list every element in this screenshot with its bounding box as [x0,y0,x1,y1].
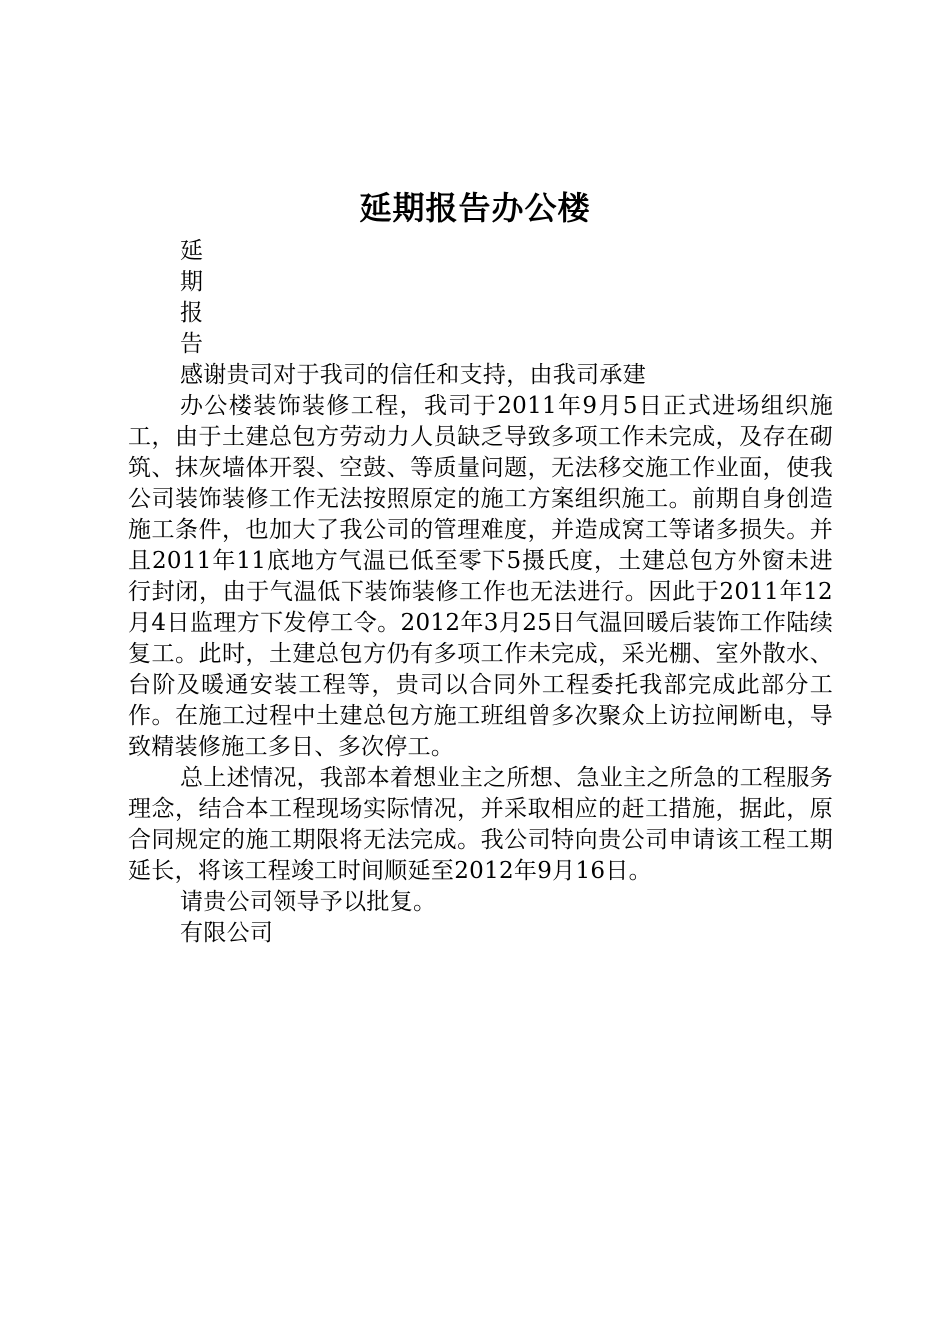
document-title: 延期报告办公楼 [359,189,591,227]
vertical-heading [128,236,833,360]
signature-company: 有限公司 [180,920,274,946]
vertical-heading-char: 告 [180,331,204,357]
vertical-heading-char: 延 [180,238,204,264]
vertical-heading-char: 期 [180,269,204,295]
paragraph-approval-request: 请贵公司领导予以批复。 [180,889,437,915]
document-body [128,236,833,949]
paragraph-extension-request: 总上述情况，我部本着想业主之所想、急业主之所急的工程服务理念，结合本工程现场实际情况，并采取相应的赶工措施，据此，原合同规定的施工期限将无法完成。我公司特向贵公司申请该工程工期延长，将该工程竣工时间顺延至2012年9月16日。 [128,765,833,884]
vertical-heading-char: 报 [180,300,204,326]
paragraph-project-background: 办公楼装饰装修工程，我司于2011年9月5日正式进场组织施工，由于土建总包方劳动力人员缺乏导致多项工作未完成，及存在砌筑、抹灰墙体开裂、空鼓、等质量问题，无法移交施工作业面，使我公司装饰装修工作无法按照原定的施工方案组织施工。前期自身创造施工条件，也加大了我公司的管理难度，并造成窝工等诸多损失。并且2011年11底地方气温已低至零下5摄氏度，土建总包方外窗未进行封闭，由于气温低下装饰装修工作也无法进行。因此于2011年12月4日监理方下发停工令。2012年3月25日气温回暖后装饰工作陆续复工。此时，土建总包方仍有多项工作未完成，采光棚、室外散水、台阶及暖通安装工程等，贵司以合同外工程委托我部完成此部分工作。在施工过程中土建总包方施工班组曾多次聚众上访拉闸断电，导致精装修施工多日、多次停工。 [128,393,833,760]
paragraph-thanks: 感谢贵司对于我司的信任和支持，由我司承建 [180,362,646,388]
